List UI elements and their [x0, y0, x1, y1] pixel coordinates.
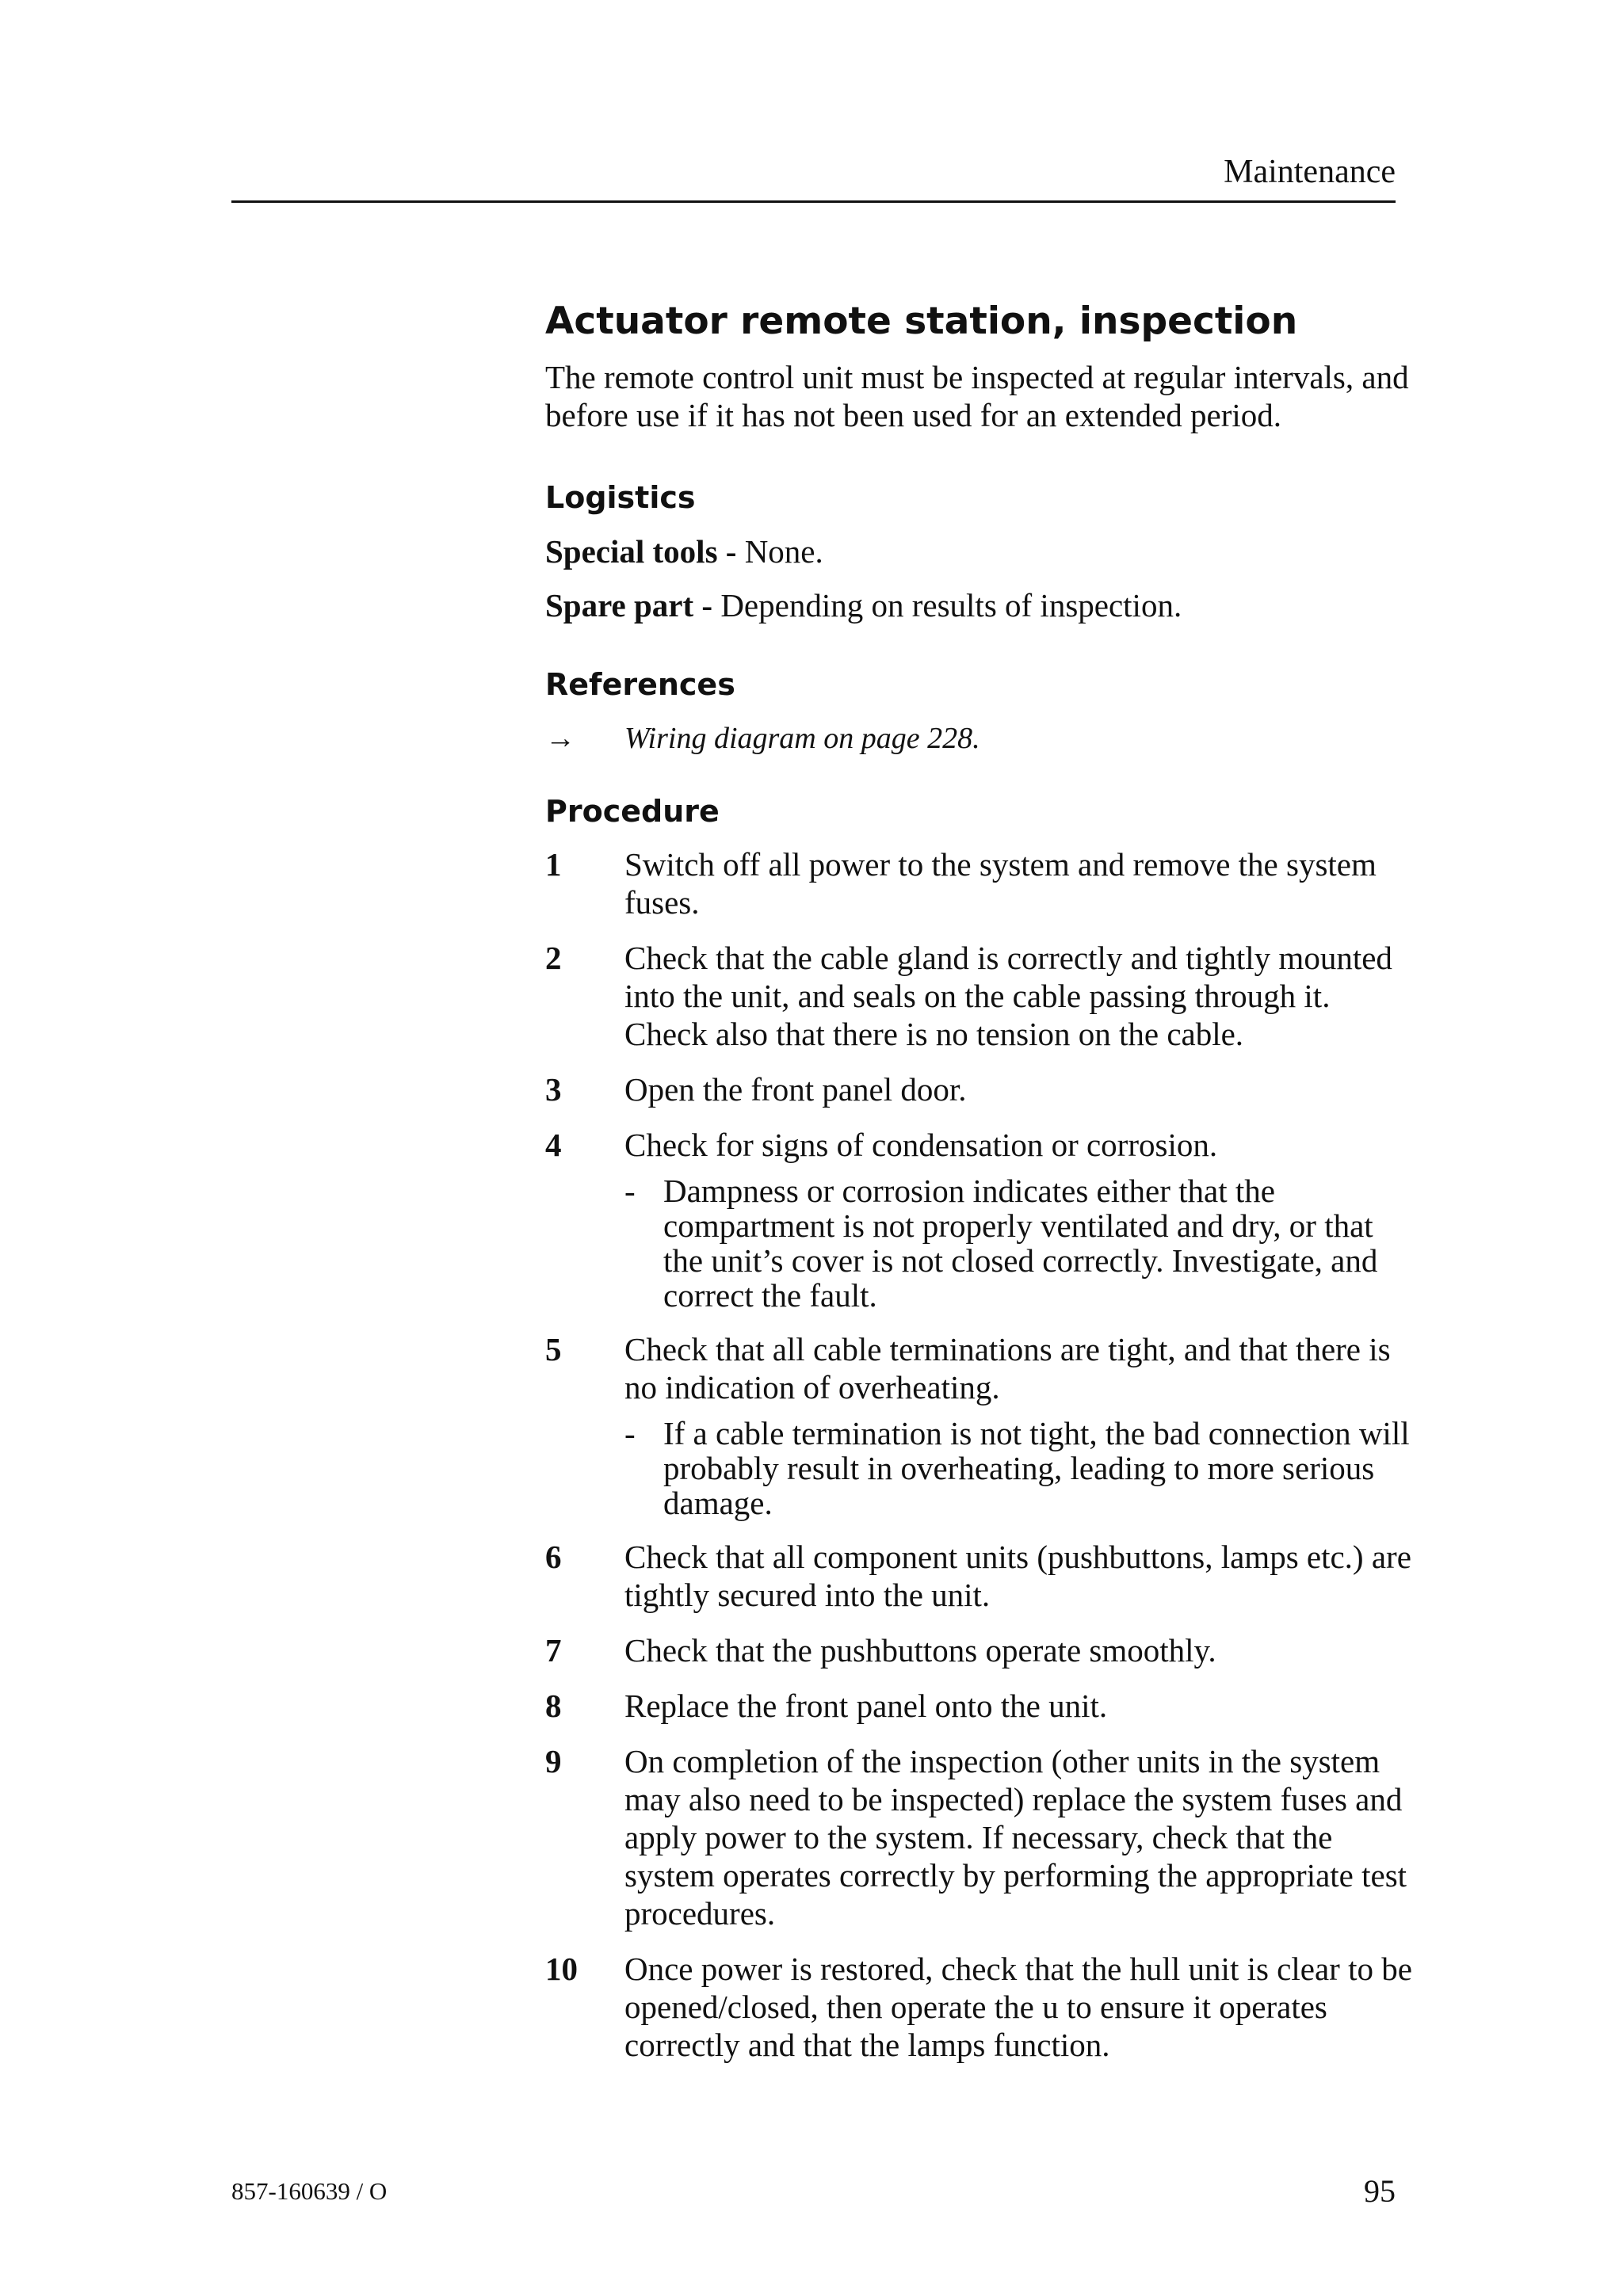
procedure-step: [545, 1538, 1417, 1614]
subnote-text: If a cable termination is not tight, the bad connection will probably result in overheating, leading to more serious damage.: [663, 1415, 1410, 1522]
reference-link-text[interactable]: Wiring diagram on page 228.: [624, 721, 980, 755]
main-content: [545, 299, 1417, 2081]
procedure-step: [545, 1330, 1417, 1520]
step-number: 3: [545, 1071, 562, 1108]
step-body: [624, 939, 1417, 1053]
subnote-text: Dampness or corrosion indicates either that the compartment is not properly ventilated and dry, or that the unit’s cover is not closed correctly. Investigate, and correct the fault.: [663, 1173, 1378, 1314]
step-body: [624, 845, 1417, 921]
special-tools-line: [545, 532, 1417, 570]
references-heading: References: [545, 666, 735, 702]
step-number: 5: [545, 1331, 562, 1368]
step-number: 8: [545, 1688, 562, 1725]
dash-bullet: -: [624, 1415, 636, 1452]
procedure-step: [545, 1950, 1417, 2064]
step-text: Check that the cable gland is correctly and tightly mounted into the unit, and seals on the cable passing through it. Check also that there is no tension on the cable.: [624, 940, 1392, 1053]
procedure-heading: Procedure: [545, 793, 720, 829]
procedure-step: [545, 1126, 1417, 1313]
step-subnote: [624, 1173, 1417, 1313]
step-body: [624, 1070, 1417, 1108]
spare-part-line: [545, 586, 1417, 624]
header-rule: [231, 200, 1396, 203]
step-body: [624, 1687, 1417, 1725]
step-text: Switch off all power to the system and remove the system fuses.: [624, 846, 1377, 921]
arrow-icon: →: [545, 721, 575, 755]
procedure-step: [545, 1742, 1417, 1932]
step-number: 7: [545, 1632, 562, 1669]
step-text: Check that all cable terminations are tight, and that there is no indication of overheating.: [624, 1331, 1391, 1406]
procedure-step: [545, 1687, 1417, 1725]
procedure-step: [545, 939, 1417, 1053]
page-title: Actuator remote station, inspection: [545, 299, 1298, 343]
procedure-step: [545, 1631, 1417, 1669]
step-subnote: [624, 1416, 1417, 1520]
intro-paragraph: The remote control unit must be inspected at regular intervals, and before use if it has not been used for an extended period.: [545, 359, 1409, 434]
step-number: 1: [545, 846, 562, 883]
special-tools-value: None.: [736, 532, 823, 570]
step-body: [624, 1631, 1417, 1669]
step-text: Replace the front panel onto the unit.: [624, 1688, 1108, 1725]
logistics-heading: Logistics: [545, 480, 696, 516]
page-number: 95: [1364, 2173, 1396, 2209]
step-body: [624, 1126, 1417, 1313]
step-number: 9: [545, 1743, 562, 1780]
spare-part-label: Spare part -: [545, 586, 713, 624]
step-body: [624, 1950, 1417, 2064]
procedure-step: [545, 1070, 1417, 1108]
procedure-steps: [545, 845, 1417, 2064]
step-text: Check that all component units (pushbuttons, lamps etc.) are tightly secured into the unit.: [624, 1539, 1411, 1614]
step-number: 10: [545, 1951, 578, 1988]
step-text: Open the front panel door.: [624, 1071, 967, 1108]
running-header: Maintenance: [1224, 154, 1396, 190]
step-number: 2: [545, 940, 562, 977]
step-text: Once power is restored, check that the hull unit is clear to be opened/closed, then operate the u to ensure it operates correctly and that the lamps function.: [624, 1951, 1412, 2064]
special-tools-label: Special tools -: [545, 532, 737, 570]
step-body: [624, 1742, 1417, 1932]
step-body: [624, 1538, 1417, 1614]
step-text: On completion of the inspection (other units in the system may also need to be inspected) replace the system fuses and apply power to the system. If necessary, check that the system operates correctly by performing the appropriate test procedures.: [624, 1743, 1407, 1932]
step-number: 6: [545, 1539, 562, 1576]
document-number: 857-160639 / O: [231, 2177, 388, 2205]
step-number: 4: [545, 1127, 562, 1164]
step-text: Check that the pushbuttons operate smoothly.: [624, 1632, 1216, 1669]
dash-bullet: -: [624, 1173, 636, 1210]
step-text: Check for signs of condensation or corrosion.: [624, 1127, 1218, 1164]
step-body: [624, 1330, 1417, 1520]
reference-item: [545, 719, 1417, 757]
spare-part-value: Depending on results of inspection.: [712, 586, 1182, 624]
procedure-step: [545, 845, 1417, 921]
